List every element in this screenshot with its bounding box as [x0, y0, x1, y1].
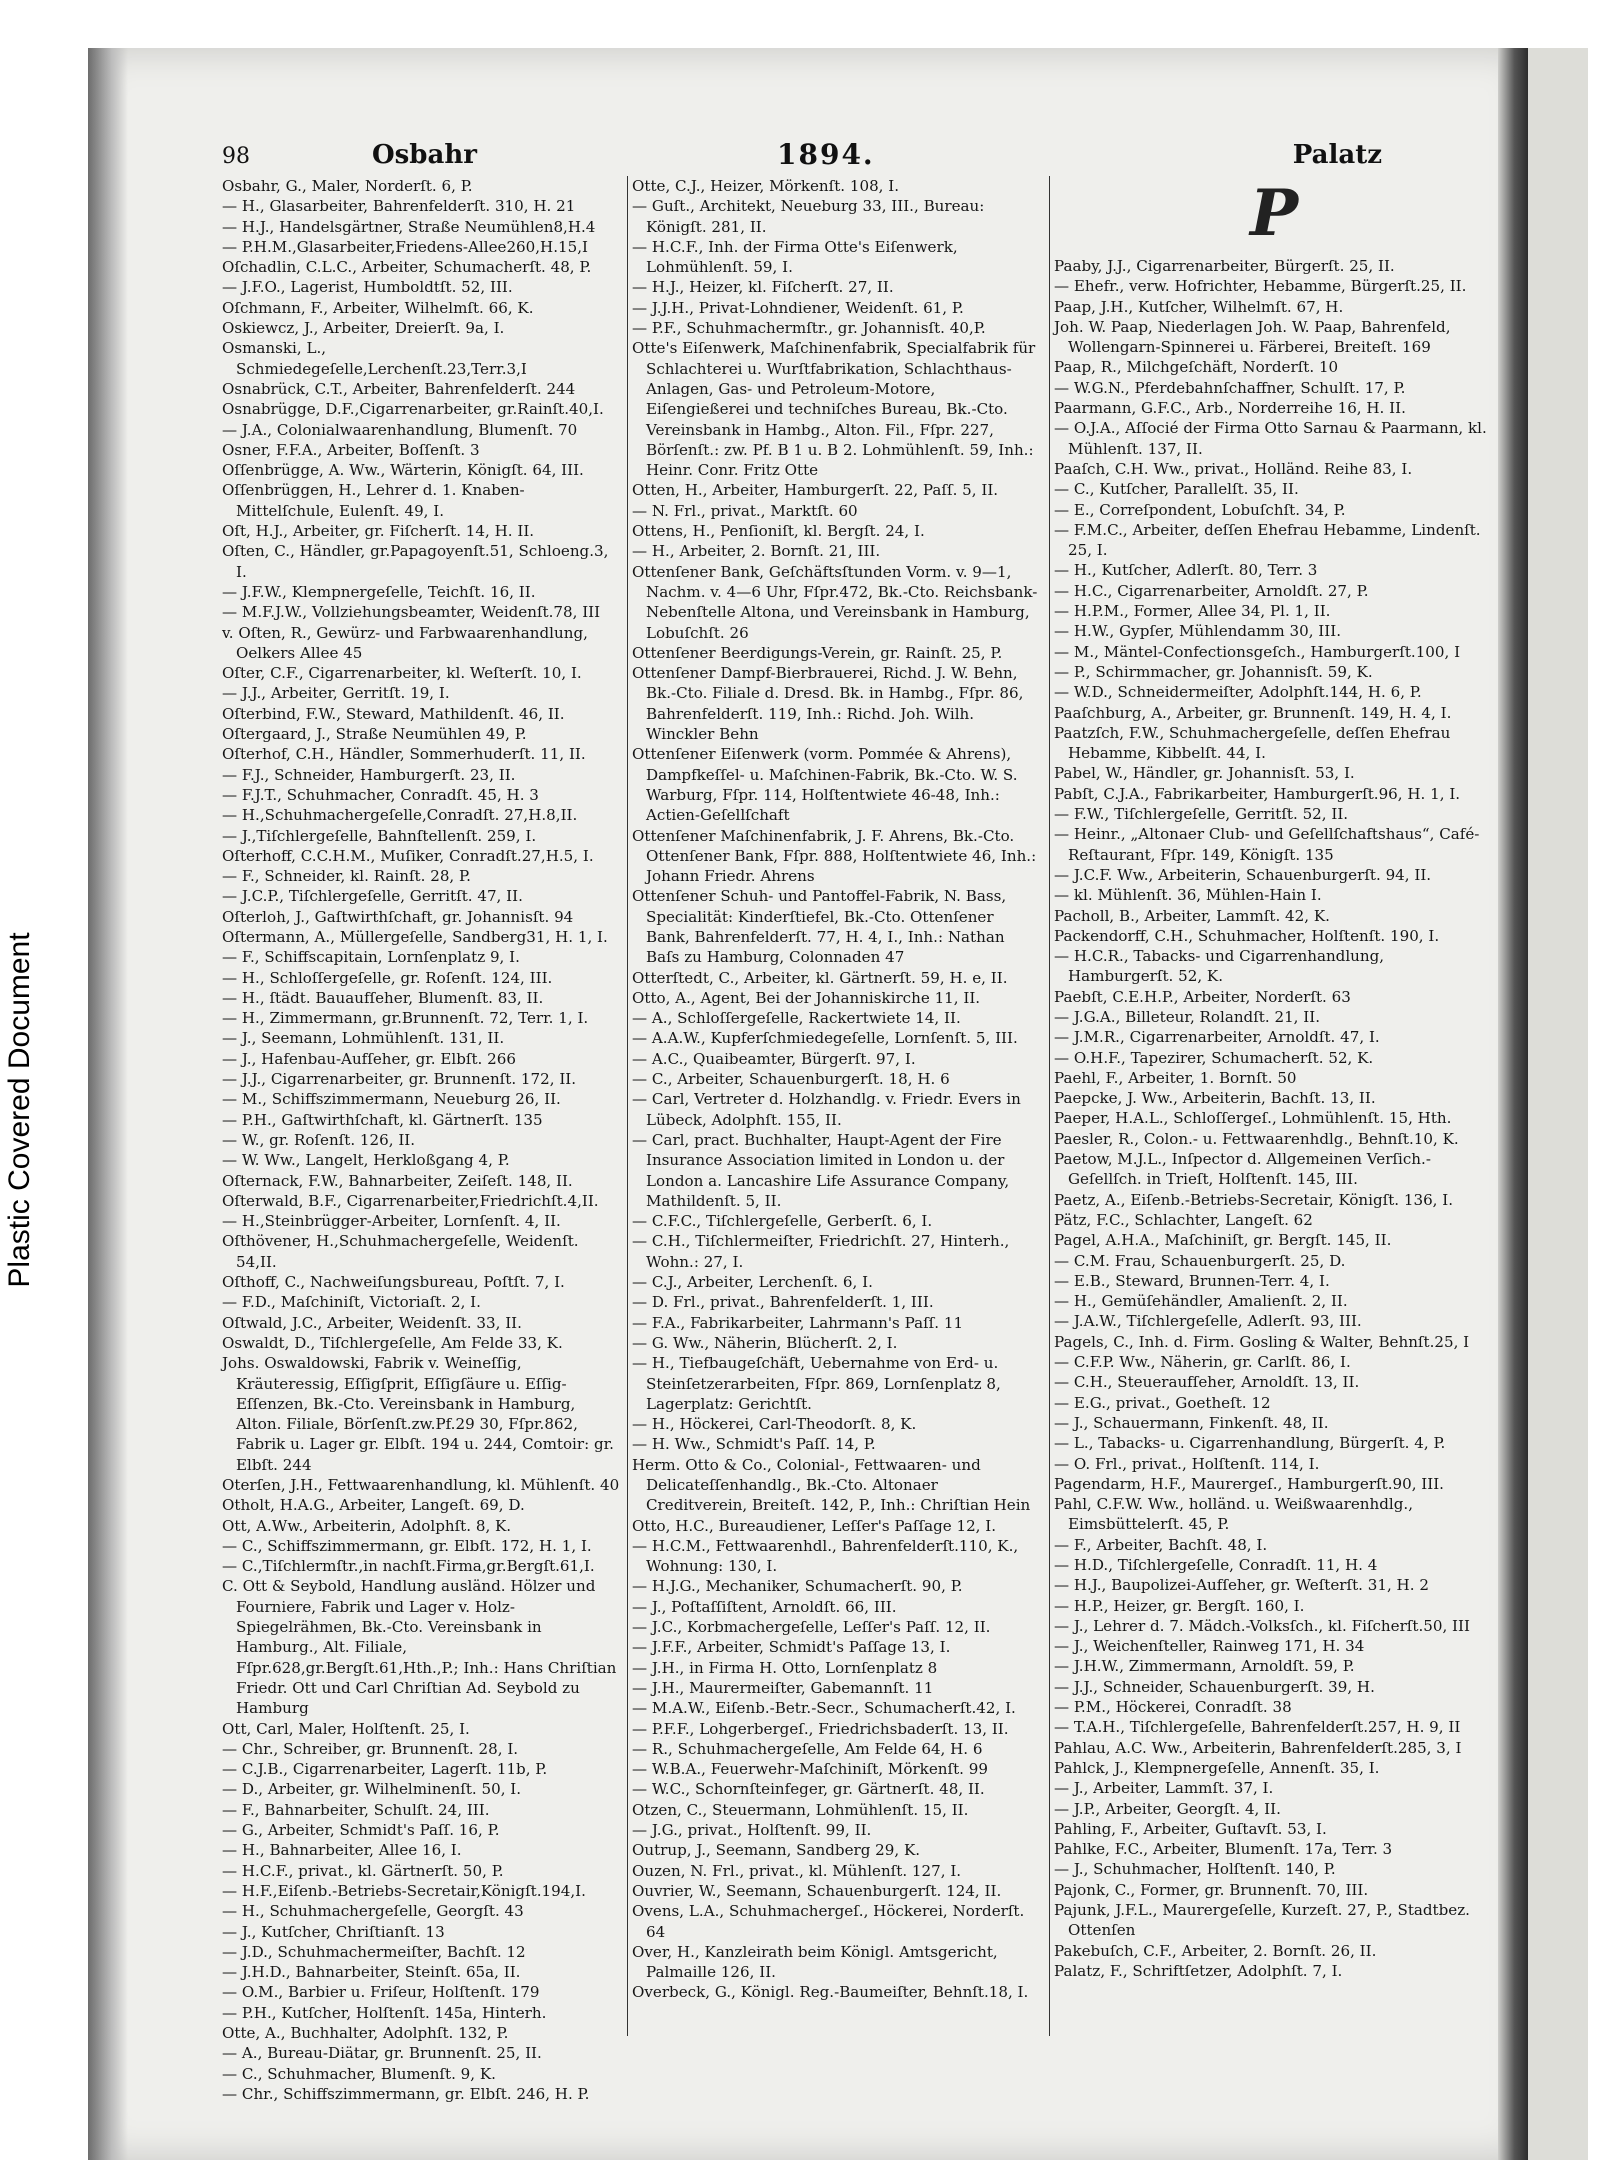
directory-entry: — O.J.A., Aſſocié der Firma Otto Sarnau & Paarmann, kl. Mühlenſt. 137, II. [1054, 419, 1487, 458]
directory-entry: — F.J., Schneider, Hamburgerſt. 23, II. [222, 765, 516, 784]
directory-entry: — H.J.G., Mechaniker, Schumacherſt. 90, P. [632, 1577, 963, 1596]
directory-entry: Paesler, R., Colon.- u. Fettwaarenhdlg., Behnſt.10, K. [1054, 1129, 1459, 1148]
next-page-strip [1528, 48, 1588, 2160]
directory-entry: — H.W., Gypſer, Mühlendamm 30, III. [1054, 622, 1341, 641]
directory-entry: Oſtwald, J.C., Arbeiter, Weidenſt. 33, II. [222, 1313, 522, 1332]
directory-entry: Ott, A.Ww., Arbeiterin, Adolphſt. 8, K. [222, 1516, 512, 1535]
directory-entry: Otte, A., Buchhalter, Adolphſt. 132, P. [222, 2024, 509, 2043]
directory-entry: — E.B., Steward, Brunnen-Terr. 4, I. [1054, 1271, 1330, 1290]
directory-entry: — H.C.F., privat., kl. Gärtnerſt. 50, P. [222, 1861, 504, 1880]
directory-entry: Paap, R., Milchgeſchäft, Norderſt. 10 [1054, 358, 1339, 377]
directory-entry: Ouvrier, W., Seemann, Schauenburgerſt. 124, II. [632, 1881, 1002, 1900]
directory-entry: — H.P., Heizer, gr. Bergſt. 160, I. [1054, 1596, 1305, 1615]
directory-entry: Pahling, F., Arbeiter, Guſtavſt. 53, I. [1054, 1819, 1327, 1838]
directory-entry: Oſternack, F.W., Bahnarbeiter, Zeiſeſt. 148, II. [222, 1171, 573, 1190]
directory-entry: — C., Kutſcher, Parallelſt. 35, II. [1054, 480, 1299, 499]
running-head-left: Osbahr [372, 140, 477, 170]
entry-list [632, 176, 1042, 2003]
directory-entry: Ouzen, N. Frl., privat., kl. Mühlenſt. 127, I. [632, 1861, 962, 1880]
directory-entry: Osbahr, G., Maler, Norderſt. 6, P. [222, 177, 473, 195]
directory-entry: Oſchadlin, C.L.C., Arbeiter, Schumacherſt. 48, P. [222, 258, 592, 277]
directory-entry: — J.C.F. Ww., Arbeiterin, Schauenburgerſt. 94, II. [1054, 865, 1432, 884]
directory-entry: — F., Arbeiter, Bachſt. 48, I. [1054, 1535, 1268, 1554]
directory-entry: — D., Arbeiter, gr. Wilhelminenſt. 50, I. [222, 1780, 522, 1799]
directory-entry: — H.F.,Eiſenb.-Betriebs-Secretair,Königſt.194,I. [222, 1881, 586, 1900]
directory-entry: — W.G.N., Pferdebahnſchaffner, Schulſt. 17, P. [1054, 378, 1406, 397]
directory-entry: Pätz, F.C., Schlachter, Langeſt. 62 [1054, 1210, 1313, 1229]
directory-entry: Oſſenbrüggen, H., Lehrer d. 1. Knaben-Mittelſchule, Eulenſt. 49, I. [222, 481, 525, 520]
column-divider [1049, 176, 1050, 2036]
directory-entry: Oterſen, J.H., Fettwaarenhandlung, kl. Mühlenſt. 40 [222, 1476, 620, 1494]
directory-entry: — C., Schuhmacher, Blumenſt. 9, K. [222, 2064, 496, 2083]
directory-entry: — O.H.F., Tapezirer, Schumacherſt. 52, K. [1054, 1048, 1374, 1067]
directory-entry: Paebſt, C.E.H.P., Arbeiter, Norderſt. 63 [1054, 987, 1351, 1006]
directory-entry: Paeper, H.A.L., Schloſſergeſ., Lohmühlenſt. 15, Hth. [1054, 1109, 1452, 1128]
page-number: 98 [222, 144, 250, 169]
directory-entry: v. Oſten, R., Gewürz- und Farbwaarenhandlung, Oelkers Allee 45 [222, 623, 588, 662]
directory-entry: Palatz, F., Schriftſetzer, Adolphſt. 7, I. [1054, 1961, 1343, 1980]
entry-list [1054, 256, 1494, 1981]
directory-entry: — C.J., Arbeiter, Lerchenſt. 6, I. [632, 1273, 873, 1292]
directory-entry: — J.,Tiſchlergeſelle, Bahnſtellenſt. 259, I. [222, 826, 537, 845]
directory-entry: Oſt, H.J., Arbeiter, gr. Fiſcherſt. 14, H. II. [222, 522, 535, 541]
directory-entry: — P.H.M.,Glasarbeiter,Friedens-Allee260,H.15,I [222, 237, 588, 256]
directory-entry: — A., Bureau-Diätar, gr. Brunnenſt. 25, II. [222, 2044, 542, 2063]
directory-entry: Oſtermann, A., Müllergeſelle, Sandberg31, H. 1, I. [222, 927, 608, 946]
directory-entry: Ottenſener Beerdigungs-Verein, gr. Rainſt. 25, P. [632, 643, 1003, 662]
directory-entry: Otzen, C., Steuermann, Lohmühlenſt. 15, II. [632, 1800, 969, 1819]
directory-entry: Pahlke, F.C., Arbeiter, Blumenſt. 17a, Terr. 3 [1054, 1840, 1393, 1859]
side-label: Plastic Covered Document [3, 932, 36, 1288]
directory-entry: — F.W., Tiſchlergeſelle, Gerritſt. 52, II. [1054, 805, 1349, 824]
directory-entry: — J.J., Arbeiter, Gerritſt. 19, I. [222, 684, 450, 703]
directory-entry: Oswaldt, D., Tiſchlergeſelle, Am Felde 33, K. [222, 1333, 563, 1352]
directory-entry: — J.G., privat., Holſtenſt. 99, II. [632, 1821, 872, 1840]
directory-entry: Overbeck, G., Königl. Reg.-Baumeiſter, Behnſt.18, I. [632, 1983, 1029, 2002]
directory-entry: — J., Hafenbau-Aufſeher, gr. Elbſt. 266 [222, 1049, 516, 1068]
directory-entry: Oſchmann, F., Arbeiter, Wilhelmſt. 66, K. [222, 298, 534, 317]
directory-entry: Ott, Carl, Maler, Holſtenſt. 25, I. [222, 1719, 470, 1738]
directory-entry: — P.H., Gaſtwirthſchaft, kl. Gärtnerſt. 135 [222, 1110, 543, 1129]
directory-entry: — C., Schiffszimmermann, gr. Elbſt. 172, H. 1, I. [222, 1536, 592, 1555]
directory-entry: — H.P.M., Former, Allee 34, Pl. 1, II. [1054, 602, 1331, 621]
directory-entry: — G., Arbeiter, Schmidt's Paſſ. 16, P. [222, 1821, 500, 1840]
directory-entry: — C.F.C., Tiſchlergeſelle, Gerberſt. 6, I. [632, 1212, 933, 1231]
directory-entry: — D. Frl., privat., Bahrenfelderſt. 1, III. [632, 1293, 934, 1312]
directory-entry: — C.F.P. Ww., Näherin, gr. Carlſt. 86, I. [1054, 1353, 1351, 1372]
running-head-right: Palatz [1292, 140, 1382, 170]
directory-entry: — F., Schiffscapitain, Lornſenplatz 9, I. [222, 948, 520, 967]
directory-entry: Otto, H.C., Bureaudiener, Leſſer's Paſſage 12, I. [632, 1516, 997, 1535]
page-right-edge-shadow [1498, 48, 1528, 2160]
entry-list [222, 176, 620, 2104]
directory-entry: — W., gr. Roſenſt. 126, II. [222, 1130, 416, 1149]
directory-entry: — J.F.W., Klempnergeſelle, Teichſt. 16, II. [222, 582, 536, 601]
directory-entry: — P.F.F., Lohgerbergeſ., Friedrichsbaderſt. 13, II. [632, 1719, 1009, 1738]
directory-entry: — J., Arbeiter, Lammſt. 37, I. [1054, 1779, 1274, 1798]
directory-entry: Otte, C.J., Heizer, Mörkenſt. 108, I. [632, 177, 900, 195]
directory-entry: Pakebuſch, C.F., Arbeiter, 2. Bornſt. 26, II. [1054, 1941, 1377, 1960]
directory-entry: — O.M., Barbier u. Friſeur, Holſtenſt. 179 [222, 1983, 540, 2002]
directory-column-1 [222, 176, 620, 2103]
directory-entry: — C.H., Tiſchlermeiſter, Friedrichſt. 27, Hinterh., Wohn.: 27, I. [632, 1232, 1010, 1271]
directory-entry: — F., Bahnarbeiter, Schulſt. 24, III. [222, 1800, 490, 1819]
directory-entry: — J., Schauermann, Finkenſt. 48, II. [1054, 1413, 1329, 1432]
directory-entry: — H. Ww., Schmidt's Paſſ. 14, P. [632, 1435, 876, 1454]
directory-entry: — kl. Mühlenſt. 36, Mühlen-Hain I. [1054, 886, 1322, 905]
directory-entry: — H.D., Tiſchlergeſelle, Conradſt. 11, H. 4 [1054, 1556, 1378, 1574]
directory-entry: Outrup, J., Seemann, Sandberg 29, K. [632, 1841, 921, 1860]
directory-entry: — J.G.A., Billeteur, Rolandſt. 21, II. [1054, 1007, 1320, 1026]
directory-entry: — J.F.F., Arbeiter, Schmidt's Paſſage 13, I. [632, 1638, 951, 1657]
directory-entry: — H., Zimmermann, gr.Brunnenſt. 72, Terr. 1, I. [222, 1009, 589, 1028]
directory-entry: Ottenſener Schuh- und Pantoffel-Fabrik, N. Bass, Specialität: Kinderſtiefel, Bk.-Cto. Ottenſener Bank, Bahrenfelderſt. 77, H. 4, I., Inh.: Nathan Baſs zu Hamburg, Colonnaden 47 [632, 887, 1007, 967]
page-header [222, 138, 1394, 180]
directory-entry: — W.B.A., Feuerwehr-Maſchiniſt, Mörkenſt. 99 [632, 1760, 988, 1779]
directory-entry: Oskiewcz, J., Arbeiter, Dreierſt. 9a, I. [222, 319, 505, 338]
directory-entry: — H., Tiefbaugeſchäft, Uebernahme von Erd- u. Steinſetzerarbeiten, Fſpr. 869, Lornſenplatz 8, Lagerplatz: Gerichtſt. [632, 1354, 1001, 1413]
directory-entry: Otterſtedt, C., Arbeiter, kl. Gärtnerſt. 59, H. e, II. [632, 968, 1008, 987]
directory-entry: — J.H., in Firma H. Otto, Lornſenplatz 8 [632, 1658, 938, 1677]
directory-entry: — P.M., Höckerei, Conradſt. 38 [1054, 1698, 1292, 1717]
directory-entry: — F.A., Fabrikarbeiter, Lahrmann's Paſſ. 11 [632, 1313, 964, 1332]
directory-entry: — M.A.W., Eiſenb.-Betr.-Secr., Schumacherſt.42, I. [632, 1699, 1016, 1718]
directory-entry: Paaſchburg, A., Arbeiter, gr. Brunnenſt. 149, H. 4, I. [1054, 703, 1452, 722]
directory-column-2 [632, 176, 1042, 2047]
directory-entry: — G. Ww., Näherin, Blücherſt. 2, I. [632, 1333, 898, 1352]
directory-entry: — H.J., Heizer, kl. Fiſcherſt. 27, II. [632, 278, 894, 297]
directory-entry: — J.C.P., Tiſchlergeſelle, Gerritſt. 47, II. [222, 887, 523, 906]
directory-entry: Pajunk, J.F.L., Maurergeſelle, Kurzeſt. 27, P., Stadtbez. Ottenſen [1054, 1901, 1470, 1940]
directory-entry: — H., Schuhmachergeſelle, Georgſt. 43 [222, 1902, 524, 1921]
directory-entry: Pahlck, J., Klempnergeſelle, Annenſt. 35, I. [1054, 1758, 1380, 1777]
directory-entry: — J., Poſtaſſiſtent, Arnoldſt. 66, III. [632, 1597, 897, 1616]
directory-entry: — J.F.O., Lagerist, Humboldtſt. 52, III. [222, 278, 513, 297]
directory-entry: — Chr., Schiffszimmermann, gr. Elbſt. 246, H. P. [222, 2084, 590, 2103]
directory-entry: — A., Schloſſergeſelle, Rackertwiete 14, II. [632, 1009, 961, 1028]
directory-entry: — C.,Tiſchlermſtr.,in nachſt.Firma,gr.Bergſt.61,I. [222, 1557, 595, 1576]
directory-entry: Ovens, L.A., Schuhmachergeſ., Höckerei, Norderſt. 64 [632, 1902, 1025, 1941]
directory-entry: — J.P., Arbeiter, Georgſt. 4, II. [1054, 1799, 1281, 1818]
directory-entry: Ottens, H., Penſioniſt, kl. Bergſt. 24, I. [632, 522, 925, 541]
directory-entry: — F., Schneider, kl. Rainſt. 28, P. [222, 867, 471, 886]
directory-entry: — Heinr., „Altonaer Club- und Geſellſchaftshaus“, Café-Reſtaurant, Fſpr. 149, Königſt. 135 [1054, 825, 1480, 864]
column-divider [627, 176, 628, 2036]
directory-entry: Ottenſener Maſchinenfabrik, J. F. Ahrens, Bk.-Cto. Ottenſener Bank, Fſpr. 888, Holſtentwiete 46, Inh.: Johann Friedr. Ahrens [632, 826, 1037, 886]
directory-entry: Paap, J.H., Kutſcher, Wilhelmſt. 67, H. [1054, 297, 1344, 316]
directory-entry: Herm. Otto & Co., Colonial-, Fettwaaren- und Delicateſſenhandlg., Bk.-Cto. Altonaer Creditverein, Breiteſt. 142, P., Inh.: Chriſtian Hein [632, 1455, 1031, 1515]
directory-entry: — H.,Schuhmachergeſelle,Conradſt. 27,H.8,II. [222, 806, 578, 825]
directory-entry: — M.F.J.W., Vollziehungsbeamter, Weidenſt.78, III [222, 603, 601, 622]
directory-entry: — R., Schuhmachergeſelle, Am Felde 64, H. 6 [632, 1739, 983, 1758]
directory-entry: — Guſt., Architekt, Neueburg 33, III., Bureau: Königſt. 281, II. [632, 197, 985, 236]
directory-entry: — P.F., Schuhmachermſtr., gr. Johannisſt. 40,P. [632, 319, 986, 338]
directory-entry: C. Ott & Seybold, Handlung ausländ. Hölzer und Fourniere, Fabrik und Lager v. Holz-Spiegelrähmen, Bk.-Cto. Vereinsbank in Hamburg., Alt. Filiale, Fſpr.628,gr.Bergſt.61,Hth.,P.; Inh.: Hans Chriſtian Friedr. Ott und Carl Chriſtian Ad. Seybold zu Hamburg [222, 1577, 617, 1718]
directory-entry: — W.C., Schornſteinfeger, gr. Gärtnerſt. 48, II. [632, 1780, 985, 1799]
directory-entry: Otto, A., Agent, Bei der Johanniskirche 11, II. [632, 988, 981, 1007]
directory-entry: — Chr., Schreiber, gr. Brunnenſt. 28, I. [222, 1739, 519, 1758]
directory-entry: Packendorff, C.H., Schuhmacher, Holſtenſt. 190, I. [1054, 926, 1440, 945]
directory-entry: — O. Frl., privat., Holſtenſt. 114, I. [1054, 1454, 1320, 1473]
directory-entry: — P., Schirmmacher, gr. Johannisſt. 59, K. [1054, 662, 1373, 681]
directory-entry: Osnabrück, C.T., Arbeiter, Bahrenfelderſt. 244 [222, 379, 576, 398]
directory-entry: Oſſenbrügge, A. Ww., Wärterin, Königſt. 64, III. [222, 461, 584, 480]
running-head-year: 1894. [777, 138, 875, 171]
directory-entry: Ottenſener Eiſenwerk (vorm. Pommée & Ahrens), Dampfkeſſel- u. Maſchinen-Fabrik, Bk.-Cto. W. S. Warburg, Fſpr. 114, Holſtentwiete 46-48, Inh.: Actien-Geſellſchaft [632, 745, 1018, 825]
directory-entry: — H., Bahnarbeiter, Allee 16, I. [222, 1841, 462, 1860]
directory-entry: Otholt, H.A.G., Arbeiter, Langeſt. 69, D. [222, 1496, 525, 1515]
directory-entry: — J.J., Schneider, Schauenburgerſt. 39, H. [1054, 1677, 1375, 1696]
directory-entry: — C.M. Frau, Schauenburgerſt. 25, D. [1054, 1251, 1346, 1270]
directory-entry: — J.H.W., Zimmermann, Arnoldſt. 59, P. [1054, 1657, 1355, 1676]
directory-entry: Ottenſener Bank, Geſchäftsſtunden Vorm. v. 9—1, Nachm. v. 4—6 Uhr, Fſpr.472, Bk.-Cto. Reichsbank-Nebenſtelle Altona, und Vereinsbank in Hamburg, Lobuſchſt. 26 [632, 562, 1038, 642]
directory-entry: Oſten, C., Händler, gr.Papagoyenſt.51, Schloeng.3, I. [222, 542, 609, 581]
directory-entry: Pahlau, A.C. Ww., Arbeiterin, Bahrenfelderſt.285, 3, I [1054, 1738, 1462, 1757]
directory-entry: Paetow, M.J.L., Inſpector d. Allgemeinen Verſich.-Geſellſch. in Trieſt, Holſtenſt. 145, III. [1054, 1150, 1431, 1189]
directory-entry: Oſterhof, C.H., Händler, Sommerhuderſt. 11, II. [222, 745, 586, 764]
directory-entry: — M., Mäntel-Confectionsgeſch., Hamburgerſt.100, I [1054, 642, 1461, 661]
directory-entry: — E., Correſpondent, Lobuſchſt. 34, P. [1054, 500, 1346, 519]
directory-entry: — H., Glasarbeiter, Bahrenfelderſt. 310, H. 21 [222, 197, 576, 216]
directory-entry: — J.D., Schuhmachermeiſter, Bachſt. 12 [222, 1942, 526, 1961]
directory-entry: — J., Weichenſteller, Rainweg 171, H. 34 [1054, 1637, 1365, 1656]
directory-entry: — L., Tabacks- u. Cigarrenhandlung, Bürgerſt. 4, P. [1054, 1434, 1446, 1453]
directory-entry: Paaby, J.J., Cigarrenarbeiter, Bürgerſt. 25, II. [1054, 257, 1395, 275]
directory-entry: — C.H., Steueraufſeher, Arnoldſt. 13, II. [1054, 1373, 1360, 1392]
directory-entry: — J.J.H., Privat-Lohndiener, Weidenſt. 61, P. [632, 298, 964, 317]
directory-entry: — P.H., Kutſcher, Holſtenſt. 145a, Hinterh. [222, 2003, 547, 2022]
directory-entry: — H.C.R., Tabacks- und Cigarrenhandlung, Hamburgerſt. 52, K. [1054, 947, 1385, 986]
directory-entry: Oſterbind, F.W., Steward, Mathildenſt. 46, II. [222, 704, 565, 723]
directory-entry: — E.G., privat., Goetheſt. 12 [1054, 1393, 1271, 1412]
directory-entry: — J.C., Korbmachergeſelle, Leſſer's Paſſ. 12, II. [632, 1618, 991, 1637]
directory-entry: — H., Schloſſergeſelle, gr. Roſenſt. 124, III. [222, 968, 553, 987]
directory-entry: — H.J., Handelsgärtner, Straße Neumühlen8,H.4 [222, 217, 596, 236]
directory-entry: — W. Ww., Langelt, Herkloßgang 4, P. [222, 1151, 510, 1170]
directory-entry: — H.C.F., Inh. der Firma Otte's Eiſenwerk, Lohmühlenſt. 59, I. [632, 237, 958, 277]
directory-entry: — J.H.D., Bahnarbeiter, Steinſt. 65a, II. [222, 1963, 521, 1982]
directory-entry: Joh. W. Paap, Niederlagen Joh. W. Paap, Bahrenfeld, Wollengarn-Spinnerei u. Färberei, Breiteſt. 169 [1054, 317, 1451, 357]
directory-entry: — F.M.C., Arbeiter, deſſen Ehefrau Hebamme, Lindenſt. 25, I. [1054, 520, 1481, 560]
directory-entry: — C.J.B., Cigarrenarbeiter, Lagerſt. 11b, P. [222, 1760, 548, 1779]
directory-entry: Otten, H., Arbeiter, Hamburgerſt. 22, Paſſ. 5, II. [632, 481, 999, 500]
directory-entry: Osner, F.F.A., Arbeiter, Boſſenſt. 3 [222, 440, 480, 459]
directory-entry: — H., Kutſcher, Adlerſt. 80, Terr. 3 [1054, 561, 1318, 580]
directory-entry: — J., Seemann, Lohmühlenſt. 131, II. [222, 1029, 505, 1048]
page-gutter-shadow [88, 48, 128, 2160]
directory-entry: — J.A.W., Tiſchlergeſelle, Adlerſt. 93, III. [1054, 1312, 1362, 1331]
directory-entry: — Carl, pract. Buchhalter, Haupt-Agent der Fire Insurance Association limited in London u. der London a. Lancashire Life Assurance Company, Mathildenſt. 5, II. [632, 1130, 1010, 1210]
directory-column-3 [1054, 176, 1494, 2047]
directory-entry: Paarmann, G.F.C., Arb., Norderreihe 16, H. II. [1054, 399, 1406, 418]
directory-entry: Pahl, C.F.W. Ww., holländ. u. Weißwaarenhdlg., Eimsbüttelerſt. 45, P. [1054, 1495, 1413, 1534]
directory-entry: — J., Schuhmacher, Holſtenſt. 140, P. [1054, 1860, 1336, 1879]
directory-entry: Paetz, A., Eiſenb.-Betriebs-Secretair, Königſt. 136, I. [1054, 1190, 1454, 1209]
directory-entry: Paepcke, J. Ww., Arbeiterin, Bachſt. 13, II. [1054, 1089, 1376, 1108]
directory-entry: — T.A.H., Tiſchlergeſelle, Bahrenfelderſt.257, H. 9, II [1054, 1718, 1461, 1737]
directory-entry: — H., Höckerei, Carl-Theodorſt. 8, K. [632, 1415, 917, 1434]
directory-entry: — H., ſtädt. Bauaufſeher, Blumenſt. 83, II. [222, 988, 544, 1007]
directory-entry: Johs. Oswaldowski, Fabrik v. Weineſſig, Kräuteressig, Eſſigſprit, Eſſigſäure u. Eſſig-Eſſenzen, Bk.-Cto. Vereinsbank in Hamburg, Alton. Filiale, Börſenſt.zw.Pf.29 30, Fſpr.862, Fabrik u. Lager gr. Elbſt. 194 u. 244, Comtoir: gr. Elbſt. 244 [222, 1354, 614, 1474]
directory-entry: — Carl, Vertreter d. Holzhandlg. v. Friedr. Evers in Lübeck, Adolphſt. 155, II. [632, 1090, 1021, 1129]
directory-entry: Oſterwald, B.F., Cigarrenarbeiter,Friedrichſt.4,II. [222, 1191, 599, 1210]
directory-entry: — F.J.T., Schuhmacher, Conradſt. 45, H. 3 [222, 785, 539, 804]
directory-entry: — A.C., Quaibeamter, Bürgerſt. 97, I. [632, 1049, 916, 1068]
directory-entry: — J.H., Maurermeiſter, Gabemannſt. 11 [632, 1678, 934, 1697]
directory-entry: — J., Lehrer d. 7. Mädch.-Volksſch., kl. Fiſcherſt.50, III [1054, 1616, 1470, 1635]
directory-entry: Oſter, C.F., Cigarrenarbeiter, kl. Weſterſt. 10, I. [222, 664, 582, 683]
directory-entry: Over, H., Kanzleirath beim Königl. Amtsgericht, Palmaille 126, II. [632, 1942, 998, 1982]
directory-entry: Paehl, F., Arbeiter, 1. Bornſt. 50 [1054, 1068, 1297, 1087]
directory-entry: Oſtergaard, J., Straße Neumühlen 49, P. [222, 725, 527, 744]
directory-entry: Osnabrügge, D.F.,Cigarrenarbeiter, gr.Rainſt.40,I. [222, 400, 604, 419]
section-letter: P [1249, 176, 1299, 251]
directory-entry: — J.A., Colonialwaarenhandlung, Blumenſt. 70 [222, 420, 578, 439]
directory-entry: Pacholl, B., Arbeiter, Lammſt. 42, K. [1054, 906, 1330, 925]
directory-entry: Pajonk, C., Former, gr. Brunnenſt. 70, III. [1054, 1880, 1369, 1899]
directory-entry: — H.C.M., Fettwaarenhdl., Bahrenfelderſt.110, K., Wohnung: 130, I. [632, 1536, 1019, 1576]
directory-entry: — J., Kutſcher, Chriſtianſt. 13 [222, 1922, 445, 1941]
directory-entry: — H.J., Baupolizei-Aufſeher, gr. Weſterſt. 31, H. 2 [1054, 1576, 1429, 1595]
directory-entry: — M., Schiffszimmermann, Neueburg 26, II. [222, 1090, 561, 1109]
directory-entry: — A.A.W., Kupferſchmiedegeſelle, Lornſenſt. 5, III. [632, 1029, 1018, 1048]
directory-entry: Pagel, A.H.A., Maſchiniſt, gr. Bergſt. 145, II. [1054, 1231, 1392, 1250]
directory-entry: — J.J., Cigarrenarbeiter, gr. Brunnenſt. 172, II. [222, 1070, 577, 1089]
directory-entry: Oſterhoff, C.C.H.M., Muſiker, Conradſt.27,H.5, I. [222, 846, 594, 865]
directory-entry: Oſthoff, C., Nachweiſungsbureau, Poſtſt. 7, I. [222, 1273, 565, 1292]
directory-entry: — H.,Steinbrügger-Arbeiter, Lornſenſt. 4, II. [222, 1212, 561, 1231]
directory-entry: Osmanski, L., Schmiedegeſelle,Lerchenſt.23,Terr.3,I [222, 339, 527, 378]
directory-entry: — N. Frl., privat., Marktſt. 60 [632, 501, 858, 520]
directory-entry: Oſthövener, H.,Schuhmachergeſelle, Weidenſt. 54,II. [222, 1232, 579, 1271]
directory-entry: — W.D., Schneidermeiſter, Adolphſt.144, H. 6, P. [1054, 683, 1422, 702]
directory-entry: Oſterloh, J., Gaſtwirthſchaft, gr. Johannisſt. 94 [222, 907, 574, 926]
directory-entry: — H.C., Cigarrenarbeiter, Arnoldſt. 27, P. [1054, 581, 1369, 600]
directory-entry: — Ehefr., verw. Hofrichter, Hebamme, Bürgerſt.25, II. [1054, 277, 1467, 296]
directory-entry: — C., Arbeiter, Schauenburgerſt. 18, H. 6 [632, 1070, 950, 1089]
directory-entry: — F.D., Maſchiniſt, Victoriaſt. 2, I. [222, 1293, 481, 1312]
directory-entry: Otte's Eiſenwerk, Maſchinenfabrik, Specialfabrik für Schlachterei u. Wurſtfabrikation, Schlachthaus-Anlagen, Gas- und Petroleum-Motore, Eiſengießerei und techniſches Bureau, Bk.-Cto. Vereinsbank in Hambg., Alton. Fil., Fſpr. 227, Börſenſt.: zw. Pf. B 1 u. B 2. Lohmühlenſt. 59, Inh.: Heinr. Conr. Fritz Otte [632, 339, 1036, 480]
directory-entry: Pabſt, C.J.A., Fabrikarbeiter, Hamburgerſt.96, H. 1, I. [1054, 784, 1461, 803]
directory-entry: — H., Gemüſehändler, Amalienſt. 2, II. [1054, 1292, 1348, 1311]
directory-entry: — J.M.R., Cigarrenarbeiter, Arnoldſt. 47, I. [1054, 1028, 1380, 1047]
directory-entry: — H., Arbeiter, 2. Bornſt. 21, III. [632, 542, 881, 561]
directory-entry: Ottenſener Dampf-Bierbrauerei, Richd. J. W. Behn, Bk.-Cto. Filiale d. Dresd. Bk. in Hambg., Fſpr. 86, Bahrenfelderſt. 119, Inh.: Richd. Joh. Wilh. Winckler Behn [632, 664, 1024, 744]
directory-entry: Paaſch, C.H. Ww., privat., Holländ. Reihe 83, I. [1054, 459, 1413, 478]
directory-entry: Pagels, C., Inh. d. Firm. Gosling & Walter, Behnſt.25, I [1054, 1332, 1470, 1351]
directory-entry: Pabel, W., Händler, gr. Johannisſt. 53, I. [1054, 764, 1355, 783]
directory-entry: Paatzſch, F.W., Schuhmachergeſelle, deſſen Ehefrau Hebamme, Kibbelſt. 44, I. [1054, 723, 1451, 763]
directory-entry: Pagendarm, H.F., Maurergeſ., Hamburgerſt.90, III. [1054, 1474, 1444, 1493]
